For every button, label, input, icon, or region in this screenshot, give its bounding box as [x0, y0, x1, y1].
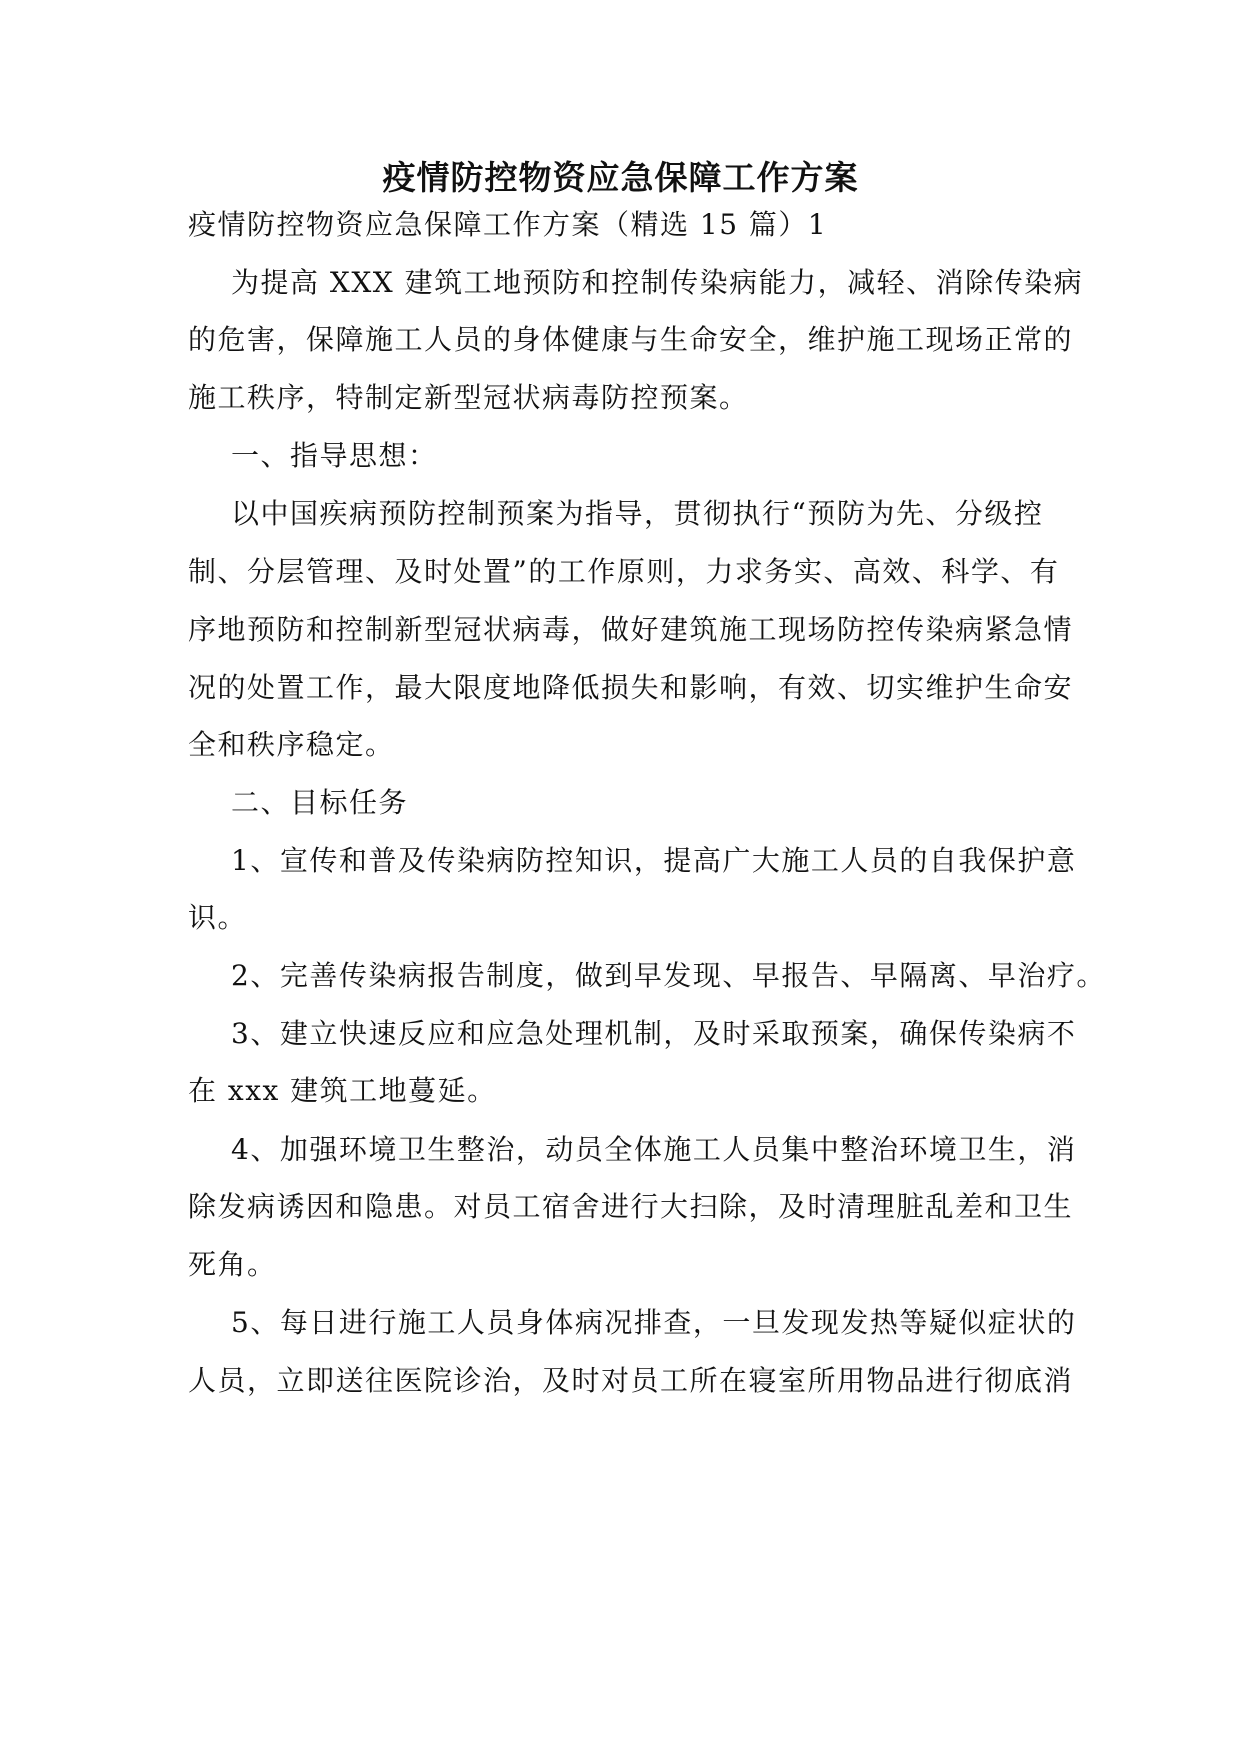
paragraph-line: 制、分层管理、及时处置”的工作原则，力求务实、高效、科学、有 [188, 555, 1060, 588]
paragraph-line: 以中国疾病预防控制预案为指导，贯彻执行“预防为先、分级控 [231, 497, 1044, 530]
paragraph-line: 死角。 [188, 1248, 277, 1281]
paragraph-line: 4、加强环境卫生整治，动员全体施工人员集中整治环境卫生，消 [231, 1133, 1077, 1166]
document-title: 疫情防控物资应急保障工作方案 [382, 158, 859, 197]
subtitle-line: 疫情防控物资应急保障工作方案（精选 15 篇）1 [188, 208, 828, 241]
paragraph-line: 为提高 XXX 建筑工地预防和控制传染病能力，减轻、消除传染病 [231, 266, 1084, 299]
paragraph-line: 1、宣传和普及传染病防控知识，提高广大施工人员的自我保护意 [231, 844, 1077, 877]
paragraph-line: 况的处置工作，最大限度地降低损失和影响，有效、切实维护生命安 [188, 671, 1074, 704]
paragraph-line: 施工秩序，特制定新型冠状病毒防控预案。 [188, 381, 749, 414]
paragraph-line: 人员，立即送往医院诊治，及时对员工所在寝室所用物品进行彻底消 [188, 1364, 1074, 1397]
section-heading: 二、目标任务 [231, 786, 409, 819]
paragraph-line: 序地预防和控制新型冠状病毒，做好建筑施工现场防控传染病紧急情 [188, 613, 1074, 646]
paragraph-line: 2、完善传染病报告制度，做到早发现、早报告、早隔离、早治疗。 [231, 959, 1106, 992]
paragraph-line: 全和秩序稳定。 [188, 728, 395, 761]
section-heading: 一、指导思想： [231, 439, 438, 472]
paragraph-line: 的危害，保障施工人员的身体健康与生命安全，维护施工现场正常的 [188, 323, 1074, 356]
paragraph-line: 识。 [188, 901, 248, 934]
paragraph-line: 3、建立快速反应和应急处理机制，及时采取预案，确保传染病不 [231, 1017, 1077, 1050]
paragraph-line: 在 xxx 建筑工地蔓延。 [188, 1074, 497, 1107]
paragraph-line: 除发病诱因和隐患。对员工宿舍进行大扫除，及时清理脏乱差和卫生 [188, 1190, 1074, 1223]
paragraph-line: 5、每日进行施工人员身体病况排查，一旦发现发热等疑似症状的 [231, 1306, 1077, 1339]
